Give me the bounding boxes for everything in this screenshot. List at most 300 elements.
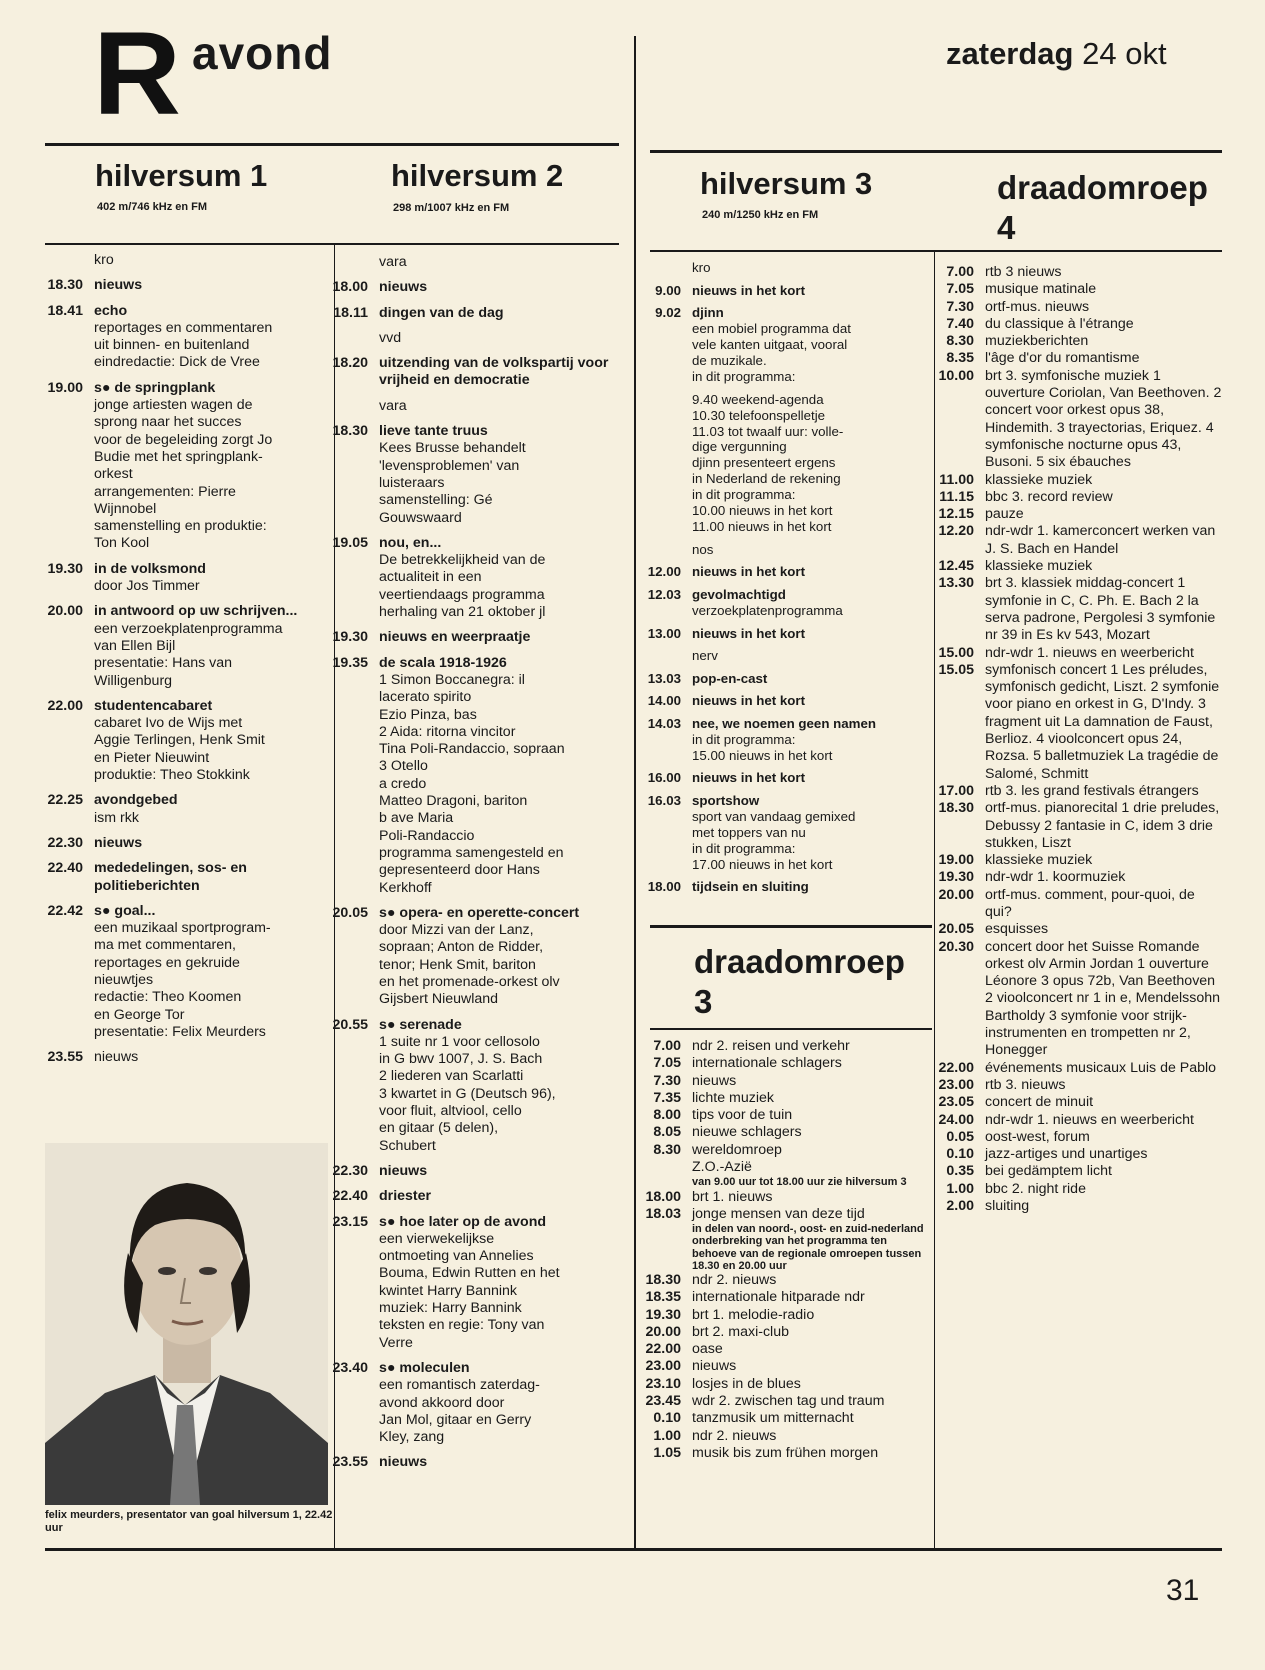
spacer (322, 1472, 628, 1480)
program-entry (37, 835, 334, 852)
program-title: s● de springplank (94, 379, 216, 396)
program-entry (635, 1358, 930, 1375)
program-entry (37, 603, 334, 689)
program-line: in dit programma: (692, 369, 796, 384)
program-line: arrangementen: Pierre (94, 483, 236, 500)
program-line: Kley, zang (379, 1429, 445, 1446)
program-entry (322, 629, 628, 646)
spacer (322, 415, 628, 423)
spacer (322, 1446, 628, 1454)
program-entry (635, 564, 930, 580)
program-title: bei gedämptem licht (985, 1163, 1112, 1180)
spacer (635, 385, 930, 392)
program-time: 11.15 (939, 488, 974, 505)
program-line: door Jos Timmer (94, 578, 200, 595)
program-line: reportages en commentaren (94, 319, 273, 336)
program-title: l'âge d'or du romantisme (985, 350, 1140, 367)
divider (45, 143, 619, 146)
program-line: 11.03 tot twaalf uur: volle- (692, 423, 844, 439)
program-column-draadomroep-4 (928, 264, 1222, 1215)
program-title: lichte muziek (692, 1089, 775, 1106)
program-title: esquisses (985, 921, 1049, 938)
station-title: hilversum 1 (95, 158, 268, 193)
spacer (322, 271, 628, 279)
program-body (379, 1454, 628, 1471)
program-line: Gijsbert Nieuwland (379, 991, 499, 1008)
program-title: in antwoord op uw schrijven... (94, 603, 298, 620)
program-title: tanzmusik um mitternacht (692, 1410, 854, 1427)
program-title: sluiting (985, 1198, 1030, 1215)
program-body (379, 1017, 628, 1155)
spacer (37, 372, 334, 380)
program-entry (37, 792, 334, 827)
program-line: nieuwtjes (94, 971, 154, 988)
program-entry (928, 1129, 1222, 1146)
spacer (37, 553, 334, 561)
program-body (692, 793, 930, 873)
program-entry (635, 542, 930, 558)
program-entry (635, 1107, 930, 1124)
program-title: ndr-wdr 1. nieuws en weerbericht (985, 1111, 1194, 1128)
presenter-photo (45, 1143, 328, 1505)
program-title: in de volksmond (94, 560, 206, 577)
program-line: Wijnnobel (94, 500, 157, 517)
program-body (692, 283, 930, 299)
program-title: bbc 2. night ride (985, 1180, 1086, 1197)
program-line: sprong naar het succes (94, 414, 242, 431)
program-time: 18.30 (938, 800, 974, 817)
program-time: 0.10 (653, 1410, 681, 1427)
program-title: s● goal... (94, 902, 156, 919)
divider (650, 1028, 932, 1030)
program-body (692, 671, 930, 687)
program-time: 19.30 (47, 560, 83, 577)
program-time: 22.30 (332, 1162, 368, 1179)
program-title: ndr-wdr 1. nieuws en weerbericht (985, 644, 1194, 661)
program-title: du classique à l'étrange (985, 315, 1134, 332)
program-line: in dit programma: (692, 731, 796, 747)
spacer (322, 347, 628, 355)
program-title: klassieke muziek (985, 471, 1093, 488)
station-title: draadomroep 4 (997, 169, 1208, 246)
program-title: événements musicaux Luis de Pablo (985, 1059, 1217, 1076)
program-title: nieuws in het kort (692, 693, 806, 709)
program-time: 23.10 (645, 1375, 681, 1392)
program-time: 1.05 (653, 1444, 681, 1461)
program-entry (928, 264, 1222, 281)
program-title: nieuws (379, 279, 428, 296)
spacer (322, 1180, 628, 1188)
program-entry (635, 626, 930, 642)
spacer (635, 276, 930, 283)
program-title: s● serenade (379, 1016, 462, 1033)
program-entry (37, 252, 334, 269)
program-line: Aggie Terlingen, Henk Smit (94, 732, 265, 749)
program-entry (635, 1176, 930, 1188)
spacer (37, 595, 334, 603)
program-time: 7.05 (946, 281, 974, 298)
program-time: 23.00 (938, 1076, 974, 1093)
program-title: s● moleculen (379, 1359, 470, 1376)
program-line: een muzikaal sportprogram- (94, 920, 271, 937)
program-entry (928, 921, 1222, 938)
program-entry (322, 1017, 628, 1155)
day-label: zaterdag (946, 36, 1074, 71)
program-title: nieuwe schlagers (692, 1124, 802, 1141)
program-body (379, 423, 628, 527)
program-title: nieuws en weerpraatje (379, 629, 531, 646)
program-time: 18.30 (332, 423, 368, 440)
program-time: 20.00 (47, 603, 83, 620)
program-line: in dit programma: (692, 487, 796, 503)
program-time: 23.15 (332, 1213, 368, 1230)
program-time: 1.00 (946, 1180, 974, 1197)
program-entry (635, 793, 930, 873)
program-time (37, 252, 94, 269)
program-title: s● opera- en operette-concert (379, 904, 580, 921)
program-line: Jan Mol, gitaar en Gerry (379, 1411, 532, 1428)
program-title: brt 1. melodie-radio (692, 1306, 815, 1323)
program-title: musik bis zum frühen morgen (692, 1444, 879, 1461)
program-time: 17.00 (938, 782, 974, 799)
program-line: kro (692, 260, 711, 275)
program-line: Ton Kool (94, 535, 150, 552)
program-body (692, 648, 930, 664)
program-time: 15.00 (938, 644, 974, 661)
spacer (322, 621, 628, 629)
spacer (37, 295, 334, 303)
program-entry (322, 1454, 628, 1471)
program-line: ma met commentaren, (94, 937, 236, 954)
program-line: 3 Otello (379, 758, 428, 775)
program-time: 18.00 (645, 1188, 681, 1205)
program-time: 2.00 (946, 1198, 974, 1215)
program-time: 10.00 (938, 367, 974, 384)
program-entry (322, 905, 628, 1009)
program-title: uitzending van de volkspartij voor vrijheid en democratie (379, 355, 609, 389)
photo-caption: felix meurders, presentator van goal hilversum 1, 22.42 uur (45, 1509, 333, 1534)
program-line: Matteo Dragoni, bariton (379, 793, 528, 810)
program-entry (635, 1393, 930, 1410)
program-time: 19.30 (332, 629, 368, 646)
program-entry (928, 869, 1222, 886)
program-title: nieuws in het kort (692, 625, 806, 641)
program-time: 12.20 (938, 523, 974, 540)
program-body (379, 1214, 628, 1352)
program-entry (635, 716, 930, 764)
program-time: 7.35 (653, 1089, 681, 1106)
program-time: 20.05 (938, 921, 974, 938)
program-line: een verzoekplatenprogramma (94, 620, 283, 637)
program-line: sopraan; Anton de Ridder, (379, 939, 544, 956)
program-title: ortf-mus. pianorecital 1 drie preludes, Debussy 2 fantasie in C, idem 3 drie stukken, Liszt (985, 800, 1220, 851)
program-entry (928, 368, 1222, 472)
program-entry (928, 800, 1222, 852)
program-title: ndr 2. nieuws (692, 1271, 777, 1288)
program-entry (928, 299, 1222, 316)
program-time: 13.30 (938, 575, 974, 592)
program-entry (37, 860, 334, 895)
program-time: 24.00 (938, 1111, 974, 1128)
spacer (322, 390, 628, 398)
program-entry (322, 1214, 628, 1352)
program-line: vvd (379, 329, 402, 346)
program-time (635, 260, 692, 276)
spacer (322, 322, 628, 330)
program-body (94, 698, 334, 784)
program-entry (928, 1181, 1222, 1198)
program-title: in delen van noord-, oost- en zuid-nederland onderbreking van het programma ten behoeve van de regionale omroepen tussen 18.30 en 20.00 uur (692, 1223, 924, 1272)
program-line: vara (379, 254, 407, 270)
program-time: 22.00 (47, 697, 83, 714)
program-time: 12.45 (938, 558, 974, 575)
program-time: 16.03 (647, 793, 681, 809)
program-line: en Pieter Nieuwint (94, 749, 210, 766)
program-title: nieuws (692, 1072, 737, 1089)
program-title: pauze (985, 506, 1024, 523)
program-body (692, 392, 930, 536)
program-entry (635, 879, 930, 895)
program-line: 1 suite nr 1 voor cellosolo (379, 1033, 540, 1050)
program-column-draadomroep-3 (635, 1038, 930, 1462)
program-time: 22.00 (645, 1341, 681, 1358)
program-line: Kerkhoff (379, 879, 432, 896)
station-frequency: 402 m/746 kHz en FM (97, 201, 208, 213)
program-body (379, 1188, 628, 1205)
program-line: 17.00 nieuws in het kort (692, 856, 833, 872)
program-time (635, 1159, 692, 1176)
program-time: 20.00 (938, 886, 974, 903)
program-line: Schubert (379, 1137, 436, 1154)
program-title: lieve tante truus (379, 423, 488, 440)
program-time (635, 392, 692, 536)
program-title: internationale schlagers (692, 1055, 842, 1072)
program-body (692, 716, 930, 764)
program-time: 20.30 (938, 938, 974, 955)
program-title: jazz-artiges und unartiges (985, 1146, 1148, 1163)
program-column-hilversum-2 (322, 254, 628, 1480)
program-line: luisteraars (379, 474, 445, 491)
program-title: losjes in de blues (692, 1375, 801, 1392)
program-line: verzoekplatenprogramma (692, 602, 843, 618)
program-title: Z.O.-Azië (692, 1159, 752, 1176)
program-line: redactie: Theo Koomen (94, 989, 242, 1006)
program-line: en George Tor (94, 1006, 185, 1023)
program-entry (928, 887, 1222, 922)
program-body (692, 542, 930, 558)
program-entry (635, 1189, 930, 1206)
program-line: muziek: Harry Bannink (379, 1300, 522, 1317)
spacer (635, 299, 930, 306)
program-entry (322, 1163, 628, 1180)
program-line: Willigenburg (94, 672, 173, 689)
program-entry (635, 671, 930, 687)
program-body (692, 693, 930, 709)
program-time: 23.55 (47, 1049, 83, 1066)
program-entry (635, 305, 930, 385)
program-title: nieuws (379, 1454, 428, 1471)
program-line: uit binnen- en buitenland (94, 337, 250, 354)
program-entry (635, 1272, 930, 1289)
program-body (379, 1360, 628, 1446)
program-line: door Mizzi van der Lanz, (379, 922, 534, 939)
station-title: hilversum 2 (391, 158, 564, 193)
program-title: oase (692, 1341, 723, 1358)
program-time: 23.45 (645, 1393, 681, 1410)
program-body (692, 770, 930, 786)
program-body (379, 398, 628, 415)
program-time: 7.30 (946, 298, 974, 315)
spacer (37, 269, 334, 277)
program-entry (635, 648, 930, 664)
program-line: De betrekkelijkheid van de (379, 552, 546, 569)
program-title: ortf-mus. comment, pour-quoi, de qui? (985, 886, 1195, 920)
program-time: 8.00 (653, 1107, 681, 1124)
program-entry (635, 1090, 930, 1107)
program-line: kro (94, 252, 114, 268)
program-time: 20.05 (332, 904, 368, 921)
program-time: 0.05 (946, 1128, 974, 1145)
program-body (692, 260, 930, 276)
program-entry (928, 472, 1222, 489)
program-time: 8.05 (653, 1124, 681, 1141)
spacer (37, 827, 334, 835)
program-line: ism rkk (94, 809, 139, 826)
program-title: gevolmachtigd (692, 587, 786, 602)
program-entry (928, 316, 1222, 333)
program-entry (37, 380, 334, 553)
program-title: ndr 2. reisen und verkehr (692, 1038, 850, 1054)
program-time: 18.30 (47, 277, 83, 294)
program-time: 20.55 (332, 1016, 368, 1033)
program-entry (928, 645, 1222, 662)
program-entry (928, 662, 1222, 783)
program-line: reportages en gekruide (94, 954, 240, 971)
program-title: studentencabaret (94, 697, 213, 714)
program-body (94, 860, 334, 895)
program-entry (635, 1445, 930, 1462)
program-time: 23.40 (332, 1359, 368, 1376)
program-body (379, 905, 628, 1009)
program-body (379, 655, 628, 897)
program-body (379, 535, 628, 621)
program-time: 22.40 (332, 1188, 368, 1205)
program-column-hilversum-1 (37, 252, 334, 1074)
program-title: nieuws (94, 834, 143, 851)
program-line: samenstelling: Gé (379, 492, 493, 509)
program-line: nos (692, 541, 714, 557)
program-line: 2 liederen van Scarlatti (379, 1068, 524, 1085)
program-body (94, 1049, 334, 1066)
station-frequency: 240 m/1250 kHz en FM (702, 209, 819, 221)
program-entry (322, 254, 628, 271)
program-line: herhaling van 21 oktober jl (379, 604, 546, 621)
program-body (379, 279, 628, 296)
divider (650, 250, 1222, 252)
program-body (94, 603, 334, 689)
program-time: 18.30 (645, 1271, 681, 1288)
program-entry (322, 655, 628, 897)
program-line: jonge artiesten wagen de (94, 397, 253, 414)
program-time: 22.40 (47, 860, 83, 877)
program-line: veertiendaags programma (379, 586, 545, 603)
program-title: tips voor de tuin (692, 1107, 793, 1124)
program-time: 19.05 (332, 534, 368, 551)
program-body (94, 252, 334, 269)
program-title: nieuws (379, 1162, 428, 1179)
program-line: de muzikale. (692, 353, 767, 369)
spacer (322, 1155, 628, 1163)
program-entry (322, 1360, 628, 1446)
program-line: avond akkoord door (379, 1394, 505, 1411)
program-time: 16.00 (647, 770, 681, 786)
program-line: Budie met het springplank- (94, 448, 263, 465)
program-title: rtb 3 nieuws (985, 264, 1062, 280)
logo-r (93, 30, 181, 116)
program-time: 12.03 (647, 587, 681, 602)
program-entry (37, 303, 334, 372)
program-title: nee, we noemen geen namen (692, 715, 876, 731)
program-line: en het promenade-orkest olv (379, 973, 560, 990)
divider (650, 150, 1222, 153)
spacer (635, 619, 930, 626)
program-entry (635, 1038, 930, 1055)
station-title: hilversum 3 (700, 166, 873, 201)
program-title: rtb 3. les grand festivals étrangers (985, 782, 1199, 799)
program-line: b ave Maria (379, 810, 454, 827)
program-time: 9.00 (655, 282, 681, 298)
program-line: kwintet Harry Bannink (379, 1282, 517, 1299)
program-entry (928, 350, 1222, 367)
program-entry (635, 1428, 930, 1445)
program-time: 19.00 (47, 379, 83, 396)
program-line: presentatie: Hans van (94, 655, 233, 672)
program-body (94, 835, 334, 852)
program-line: 9.40 weekend-agenda (692, 391, 824, 407)
spacer (37, 784, 334, 792)
program-entry (635, 1324, 930, 1341)
spacer (322, 527, 628, 535)
program-entry (635, 283, 930, 299)
program-body (94, 561, 334, 596)
program-line: a credo (379, 775, 427, 792)
program-line: programma samengesteld en (379, 844, 564, 861)
program-time (322, 254, 379, 271)
program-body (94, 792, 334, 827)
program-time: 8.35 (946, 350, 974, 367)
program-body (94, 380, 334, 553)
program-line: Poli-Randaccio (379, 827, 475, 844)
program-entry (635, 1124, 930, 1141)
station-frequency: 298 m/1007 kHz en FM (393, 202, 510, 214)
program-entry (635, 1410, 930, 1427)
spacer (37, 895, 334, 903)
spacer (635, 709, 930, 716)
program-title: rtb 3. nieuws (985, 1076, 1066, 1093)
program-line: in G bwv 1007, J. S. Bach (379, 1051, 543, 1068)
program-time: 14.03 (647, 715, 681, 731)
program-body (379, 254, 628, 271)
spacer (322, 1009, 628, 1017)
program-time: 0.35 (946, 1163, 974, 1180)
program-line: 10.00 nieuws in het kort (692, 503, 833, 519)
program-entry (635, 260, 930, 276)
program-entry (37, 277, 334, 294)
program-title: brt 1. nieuws (692, 1188, 773, 1205)
program-body (692, 879, 930, 895)
program-entry (928, 783, 1222, 800)
program-entry (322, 423, 628, 527)
